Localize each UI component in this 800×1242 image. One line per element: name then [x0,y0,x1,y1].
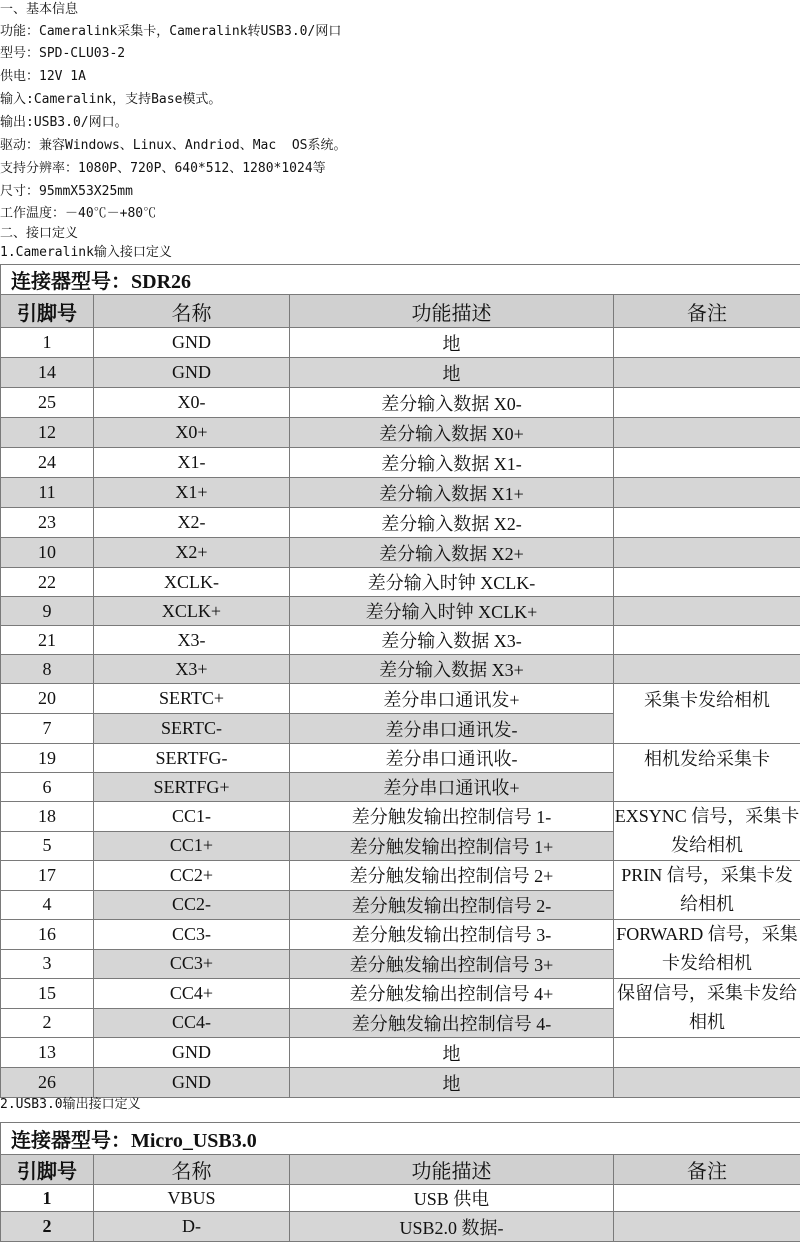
note-cell [614,597,800,626]
pin-cell: 8 [1,655,94,684]
pin-cell: 24 [1,448,94,478]
name-cell: SERTC+ [94,684,290,714]
name-cell: GND [94,328,290,358]
pin-cell: 25 [1,388,94,418]
pin-cell: 11 [1,478,94,508]
note-cell: 相机发给采集卡 [614,744,800,802]
note-cell [614,508,800,538]
pin-cell: 21 [1,626,94,655]
table-row [1,1038,800,1068]
pin-cell: 12 [1,418,94,448]
table-row [1,597,800,626]
function-cell: 差分输入数据 X2- [290,508,614,538]
function-cell: 差分触发输出控制信号 3- [290,920,614,950]
info-line: 支持分辨率：1080P、720P、640*512、1280*1024等 [0,158,326,180]
table-row [1,684,800,714]
note-cell [614,568,800,597]
table-row [1,568,800,597]
note-cell: PRIN 信号，采集卡发给相机 [614,861,800,920]
table-row [1,979,800,1009]
table-row [1,802,800,832]
table-row [1,626,800,655]
pin-cell: 3 [1,949,94,979]
pin-cell: 19 [1,744,94,773]
name-cell: XCLK- [94,568,290,597]
pin-cell: 13 [1,1038,94,1068]
note-cell [614,448,800,478]
function-cell: 差分输入数据 X0+ [290,418,614,448]
note-cell [614,538,800,568]
table-row [1,655,800,684]
pin-cell: 2 [1,1008,94,1038]
function-cell: USB 供电 [290,1185,614,1212]
note-cell [614,388,800,418]
pin-cell: 18 [1,802,94,832]
name-cell: SERTFG+ [94,773,290,802]
col-header-pin: 引脚号 [1,295,94,328]
name-cell: X0+ [94,418,290,448]
name-cell: X1- [94,448,290,478]
note-cell [614,1038,800,1068]
table-row [1,1212,800,1242]
name-cell: GND [94,1038,290,1068]
col-header-pin: 引脚号 [1,1155,94,1185]
name-cell: SERTFG- [94,744,290,773]
name-cell: SERTC- [94,714,290,744]
name-cell: X2- [94,508,290,538]
function-cell: 差分触发输出控制信号 2+ [290,861,614,891]
function-cell: 地 [290,328,614,358]
function-cell: 差分触发输出控制信号 3+ [290,949,614,979]
function-cell: 差分触发输出控制信号 4- [290,1008,614,1038]
function-cell: 差分输入数据 X1- [290,448,614,478]
info-line: 输出:USB3.0/网口。 [0,112,128,134]
note-cell [614,358,800,388]
pin-cell: 10 [1,538,94,568]
info-line: 驱动：兼容Windows、Linux、Andriod、Mac OS系统。 [0,135,347,157]
connector-model-title: 连接器型号：Micro_USB3.0 [1,1123,800,1155]
note-cell: FORWARD 信号，采集卡发给相机 [614,920,800,979]
function-cell: USB2.0 数据- [290,1212,614,1242]
info-line: 二、接口定义 [0,223,78,245]
table-row [1,508,800,538]
function-cell: 差分输入时钟 XCLK+ [290,597,614,626]
note-cell: 采集卡发给相机 [614,684,800,744]
note-cell [614,1212,800,1242]
name-cell: X1+ [94,478,290,508]
name-cell: D- [94,1212,290,1242]
name-cell: CC3+ [94,949,290,979]
function-cell: 地 [290,358,614,388]
function-cell: 差分输入数据 X2+ [290,538,614,568]
name-cell: X3- [94,626,290,655]
pin-cell: 6 [1,773,94,802]
col-header-function: 功能描述 [290,1155,614,1185]
name-cell: CC3- [94,920,290,950]
name-cell: XCLK+ [94,597,290,626]
name-cell: CC2- [94,890,290,920]
pin-cell: 2 [1,1212,94,1242]
function-cell: 差分输入时钟 XCLK- [290,568,614,597]
pin-cell: 26 [1,1068,94,1098]
name-cell: GND [94,358,290,388]
col-header-function: 功能描述 [290,295,614,328]
pin-cell: 14 [1,358,94,388]
col-header-name: 名称 [94,295,290,328]
pin-cell: 7 [1,714,94,744]
note-cell [614,328,800,358]
note-cell: 保留信号，采集卡发给相机 [614,979,800,1038]
connector-model-title: 连接器型号：SDR26 [1,265,800,295]
function-cell: 地 [290,1068,614,1098]
note-cell [614,626,800,655]
function-cell: 差分串口通讯收+ [290,773,614,802]
section-title: 2.USB3.0输出接口定义 [0,1094,141,1116]
name-cell: CC2+ [94,861,290,891]
note-cell [614,1185,800,1212]
info-line: 供电：12V 1A [0,66,86,88]
table-row [1,448,800,478]
name-cell: X2+ [94,538,290,568]
function-cell: 差分串口通讯收- [290,744,614,773]
pin-cell: 9 [1,597,94,626]
cameralink-pin-table [0,264,800,1098]
function-cell: 差分触发输出控制信号 2- [290,890,614,920]
info-line: 型号：SPD-CLU03-2 [0,43,125,65]
pin-cell: 5 [1,831,94,861]
name-cell: GND [94,1068,290,1098]
note-cell: EXSYNC 信号，采集卡发给相机 [614,802,800,861]
pin-cell: 16 [1,920,94,950]
col-header-name: 名称 [94,1155,290,1185]
col-header-note: 备注 [614,295,800,328]
table-row [1,538,800,568]
function-cell: 差分触发输出控制信号 4+ [290,979,614,1009]
function-cell: 差分触发输出控制信号 1+ [290,831,614,861]
pin-cell: 1 [1,1185,94,1212]
note-cell [614,418,800,448]
col-header-note: 备注 [614,1155,800,1185]
function-cell: 差分输入数据 X3+ [290,655,614,684]
table-row [1,388,800,418]
name-cell: X0- [94,388,290,418]
info-line: 1.Cameralink输入接口定义 [0,242,172,264]
note-cell [614,478,800,508]
pin-cell: 22 [1,568,94,597]
function-cell: 差分输入数据 X1+ [290,478,614,508]
function-cell: 差分串口通讯发- [290,714,614,744]
table-row [1,920,800,950]
name-cell: X3+ [94,655,290,684]
pin-cell: 4 [1,890,94,920]
info-line: 工作温度：－40℃－+80℃ [0,203,156,225]
info-line: 一、基本信息 [0,0,78,21]
name-cell: CC1- [94,802,290,832]
name-cell: VBUS [94,1185,290,1212]
table-row [1,478,800,508]
function-cell: 差分触发输出控制信号 1- [290,802,614,832]
pin-cell: 17 [1,861,94,891]
note-cell [614,1068,800,1098]
name-cell: CC4+ [94,979,290,1009]
pin-cell: 1 [1,328,94,358]
table-row [1,744,800,773]
function-cell: 地 [290,1038,614,1068]
pin-cell: 20 [1,684,94,714]
name-cell: CC4- [94,1008,290,1038]
pin-cell: 15 [1,979,94,1009]
info-line: 尺寸：95mmX53X25mm [0,181,133,203]
table-row [1,1068,800,1098]
table-row [1,358,800,388]
table-row [1,418,800,448]
function-cell: 差分输入数据 X0- [290,388,614,418]
table-row [1,328,800,358]
function-cell: 差分串口通讯发+ [290,684,614,714]
table-row [1,1185,800,1212]
note-cell [614,655,800,684]
info-line: 输入:Cameralink，支持Base模式。 [0,89,221,111]
name-cell: CC1+ [94,831,290,861]
info-line: 功能：Cameralink采集卡，Cameralink转USB3.0/网口 [0,21,341,43]
table-row [1,861,800,891]
function-cell: 差分输入数据 X3- [290,626,614,655]
usb-pin-table [0,1122,800,1242]
pin-cell: 23 [1,508,94,538]
